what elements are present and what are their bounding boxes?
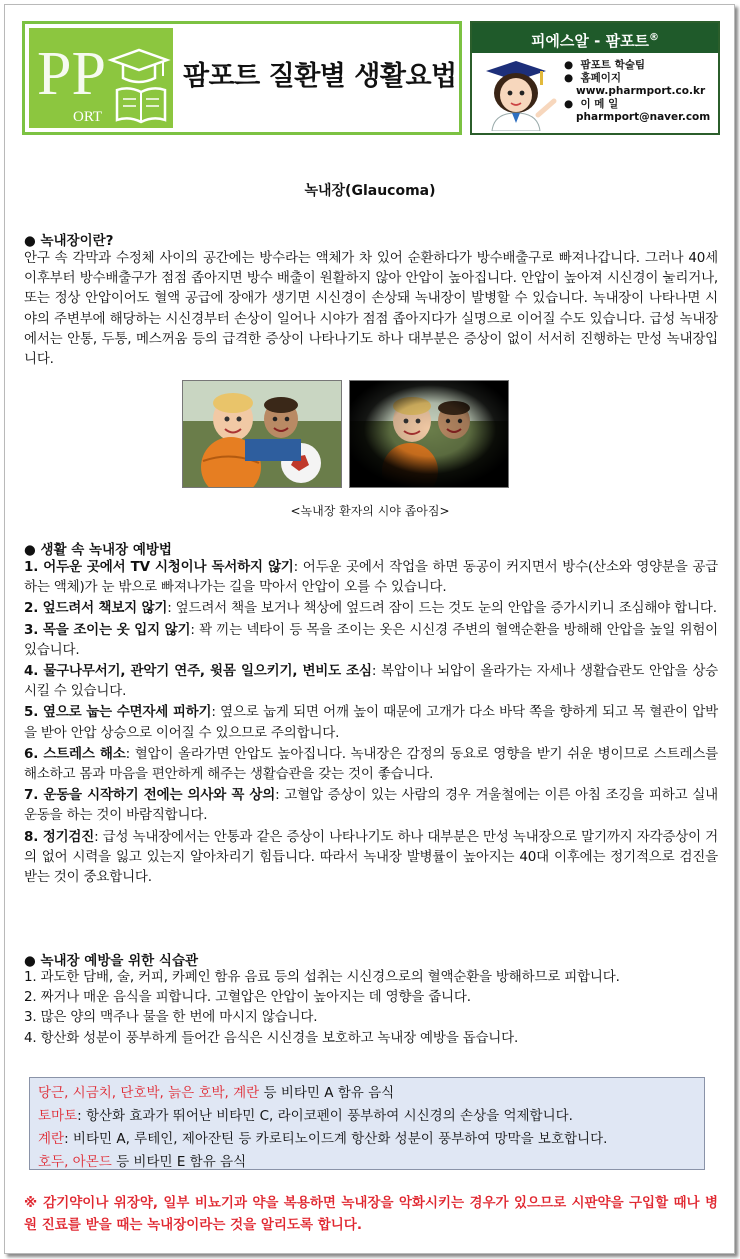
section2-heading: ● 생활 속 녹내장 예방법 [24,542,172,558]
avatar [478,57,562,135]
logo-letters: PP [37,40,106,108]
contact-box [470,21,720,135]
list-item: 2. 엎드려서 책보지 않기: 엎드려서 책을 보거나 책상에 엎드려 잠이 드는 것도 눈의 안압을 증가시키니 조심해야 합니다. [24,600,717,617]
brand-bar [472,23,718,53]
food-item: 토마토: 항산화 효과가 뛰어난 비타민 C, 라이코펜이 풍부하여 시신경의 손상을 억제합니다. [38,1108,573,1124]
doc-title: 녹내장(Glaucoma) [304,183,436,199]
graduation-cap-icon [111,50,167,82]
book-icon [117,88,165,122]
contact-info [564,59,710,124]
food-item: 호두, 아몬드 등 비타민 E 함유 음식 [38,1154,247,1170]
list-item: 6. 스트레스 해소: 혈압이 올라가면 안압도 높아집니다. 녹내장은 감정의 동요로 영향을 받기 쉬운 병이므로 스트레스를 해소하고 몸과 마음을 편안하게 해주는 생활습관을 갖는 것이 좋습니다. [24,745,719,783]
list-item: 4. 물구나무서기, 관악기 연주, 윗몸 일으키기, 변비도 조심: 복압이나 뇌압이 올라가는 자세나 생활습관도 안압을 상승시킬 수 있습니다. [24,663,718,700]
list-item: 3. 목을 조이는 옷 입지 않기: 꽉 끼는 넥타이 등 목을 조이는 옷은 시신경 주변의 혈액순환을 방해해 안압을 높일 위험이 있습니다. [24,621,719,658]
info-email: ● 이 메 일 [564,98,619,110]
list-item: 8. 정기검진: 급성 녹내장에서는 안통과 같은 증상이 나타나기도 하나 대부분은 만성 녹내장으로 말기까지 자각증상이 거의 없어 시력을 잃고 있는지 알아차리기 힘듭니다. 따라서 녹내장 발병률이 높아지는 40대 이후에는 정기적으로 검진을 받는 것이 중요합니다. [24,828,718,886]
info-homepage: ● 홈페이지 [564,72,622,84]
logo-sub: ORT [73,109,103,125]
list-item: 3. 많은 양의 맥주나 물을 한 번에 마시지 않습니다. [24,1009,318,1026]
list-item: 2. 짜거나 매운 음식을 피합니다. 고혈압은 안압이 높아지는 데 영향을 줍니다. [24,989,471,1006]
list-item: 1. 어두운 곳에서 TV 시청이나 독서하지 않기: 어두운 곳에서 작업을 하면 동공이 커지면서 방수(산소와 영양분을 공급하는 액체)가 눈 밖으로 빠져나가는 길을 막아서 안압이 오를 수 있습니다. [24,559,718,596]
food-highlight-box [29,1077,705,1170]
photo-caption: <녹내장 환자의 시야 좁아짐> [290,504,450,518]
list-item: 7. 운동을 시작하기 전에는 의사와 꼭 상의: 고혈압 증상이 있는 사람의 경우 겨울철에는 이른 아침 조깅을 피하고 실내 운동을 하는 것이 바람직합니다. [24,787,718,824]
email-link[interactable]: pharmport@naver.com [576,111,711,123]
list-item: 5. 옆으로 눕는 수면자세 피하기: 옆으로 눕게 되면 어깨 높이 때문에 고개가 다소 바닥 쪽을 향하게 되고 목 혈관이 압박을 받아 안압 상승으로 이어질 수 있으므로 주의합니다. [24,704,719,741]
homepage-link[interactable]: www.pharmport.co.kr [576,85,706,97]
section1-heading: ● 녹내장이란? [24,233,114,249]
list-item: 1. 과도한 담배, 술, 커피, 카페인 함유 음료 등의 섭취는 시신경으로의 혈액순환을 방해하므로 피합니다. [24,969,620,985]
food-item: 계란: 비타민 A, 루테인, 제아잔틴 등 카로티노이드계 항산화 성분이 풍부하여 망막을 보호합니다. [38,1131,608,1147]
section3-heading: ● 녹내장 예방을 위한 식습관 [24,953,199,969]
header-title-box [22,21,462,135]
list-item: 4. 항산화 성분이 풍부하게 들어간 음식은 시신경을 보호하고 녹내장 예방을 돕습니다. [24,1029,519,1046]
section1-body: 안구 속 각막과 수정체 사이의 공간에는 방수라는 액체가 차 있어 순환하다가 방수배출구로 빠져나갑니다. 그러나 40세 이후부터 방수배출구가 점점 좁아지면 방수 배출이 원활하지 않아 안압이 높아집니다. 안압이 높아져 시신경이 눌리거나, 또는 정상 안압이어도 혈액 공급에 장애가 생기면 시신경이 손상돼 녹내장이 발병할 수 있습니다. 녹내장이 나타나면 시야의 주변부에 해당하는 시신경부터 손상이 일어나 시야가 점점 좁아지다가 실명으로 이어질 수도 있습니다. 급성 녹내장에서는 안통, 두통, 메스꺼움 등의 급격한 증상이 나타나기도 하나 대부분은 증상이 없이 서서히 진행하는 만성 녹내장입니다. [24,250,718,368]
pharmport-logo [29,28,173,128]
warning-note: ※ 감기약이나 위장약, 일부 비뇨기과 약을 복용하면 녹내장을 악화시키는 경우가 있으므로 시판약을 구입할 때나 병원 진료를 받을 때는 녹내장이라는 것을 알리도록 합니다. [24,1195,718,1233]
header-title: 팜포트 질환별 생활요법 [183,61,457,92]
normal-vision-photo [182,380,342,488]
brand-name: 피에스알 - 팜포트 [530,32,650,50]
info-team: ● 팜포트 학술팀 [564,59,645,71]
diet-list [24,967,718,1048]
glaucoma-vision-photo [349,380,509,488]
prevention-list [24,557,718,887]
registered-mark: ® [649,32,660,43]
food-item: 당근, 시금치, 단호박, 늙은 호박, 계란 등 비타민 A 함유 음식 [38,1085,395,1101]
